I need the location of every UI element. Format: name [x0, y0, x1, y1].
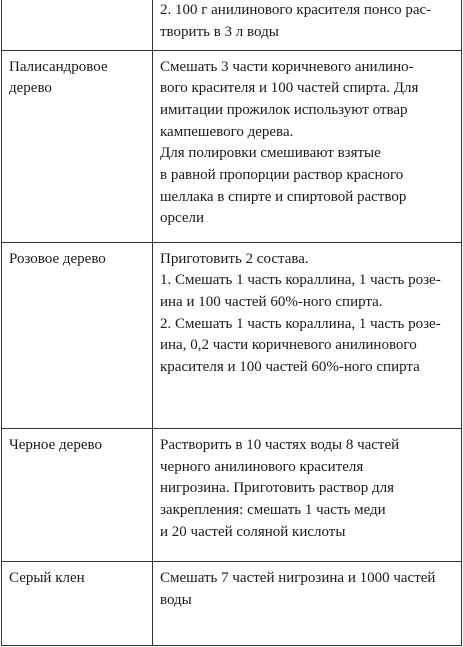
recipe-text: [153, 51, 461, 231]
table-row: [2, 428, 462, 561]
recipe-paragraph: Для полировки смешивают взятые в равной пропорции раствор красного шеллака в спирте и спиртовой раствор орсели: [160, 145, 407, 227]
wood-name: Палисандровое дерево: [9, 58, 108, 97]
table-row: [2, 0, 462, 50]
wood-name-cell: [2, 561, 153, 645]
wood-name: Розовое дерево: [9, 250, 106, 267]
recipe-cell: [153, 242, 462, 428]
wood-name: Серый клен: [9, 569, 85, 586]
wood-name-cell: [2, 428, 153, 561]
table-row: [2, 561, 462, 645]
recipe-paragraph: Приготовить 2 состава.: [160, 250, 309, 267]
wood-dye-table: [1, 0, 462, 646]
table-row: [2, 242, 462, 428]
recipe-paragraph: Растворить в 10 частях воды 8 частей черного анилинового красителя нигрозина. Приготовить раствор для закрепления: смешать 1 часть меди и 20 частей соляной кислоты: [160, 436, 400, 540]
wood-name: [2, 0, 152, 6]
recipe-paragraph: 1. Смешать 1 часть кораллина, 1 часть розе- ина и 100 частей 60%-ного спирта.: [160, 272, 441, 311]
wood-name-cell: [2, 242, 153, 428]
recipe-cell: [153, 50, 462, 242]
wood-name: Черное дерево: [9, 436, 102, 453]
wood-name-cell: [2, 0, 153, 50]
recipe-cell: [153, 0, 462, 50]
table-row: [2, 50, 462, 242]
recipe-paragraph: Смешать 3 части коричневого анилино- вого красителя и 100 частей спирта. Для имитации прожилок используют отвар кампешевого дерева.: [160, 58, 419, 140]
recipe-paragraph: 2. Смешать 1 часть кораллина, 1 часть розе- ина, 0,2 части коричневого анилинового красителя и 100 частей 60%-ного спирта: [160, 315, 441, 376]
recipe-text: [153, 562, 461, 611]
wood-name-cell: [2, 50, 153, 242]
recipe-paragraph: Смешать 7 частей нигрозина и 1000 частей воды: [160, 569, 436, 608]
recipe-paragraph: 2. 100 г анилинового красителя понсо рас- творить в 3 л воды: [160, 2, 432, 40]
recipe-text: [153, 0, 461, 43]
recipe-text: [153, 243, 461, 379]
recipe-cell: [153, 561, 462, 645]
recipe-text: [153, 429, 461, 544]
recipe-cell: [153, 428, 462, 561]
